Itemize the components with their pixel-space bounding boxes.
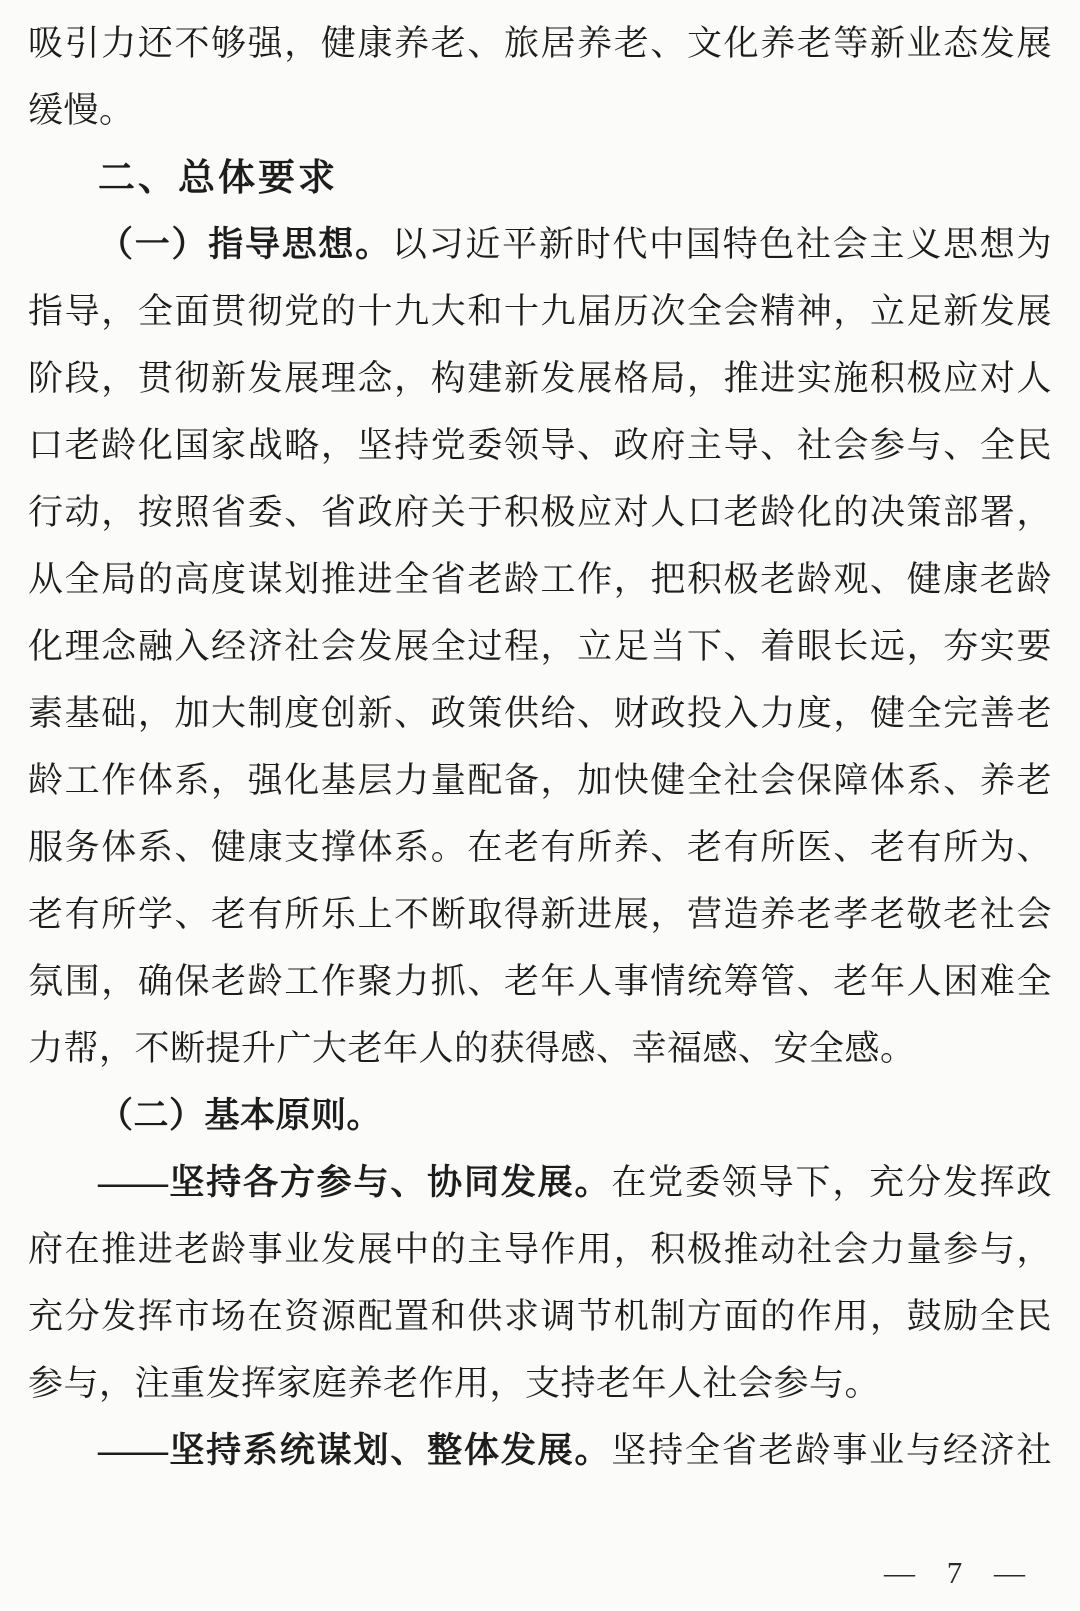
paragraph-text: 坚持全省老龄事业与经济社 — [611, 1431, 1052, 1470]
em-dash: —— — [98, 1163, 168, 1202]
paragraph-lead: 坚持系统谋划、整体发展。 — [168, 1431, 612, 1470]
paragraph-first-line — [28, 1082, 1052, 1149]
paragraph-line: 口老龄化国家战略，坚持党委领导、政府主导、社会参与、全民 — [28, 426, 1052, 465]
paragraph-line: 服务体系、健康支撑体系。在老有所养、老有所医、老有所为、 — [28, 828, 1052, 867]
paragraph-lead: 坚持各方参与、协同发展。 — [168, 1163, 612, 1202]
paragraph-line: 力帮，不断提升广大老年人的获得感、幸福感、安全感。 — [28, 1029, 916, 1068]
paragraph-text: 以习近平新时代中国特色社会主义思想为 — [391, 225, 1052, 264]
paragraph-line: 从全局的高度谋划推进全省老龄工作，把积极老龄观、健康老龄 — [28, 560, 1052, 599]
em-dash: —— — [98, 1431, 168, 1470]
paragraph-line: 府在推进老龄事业发展中的主导作用，积极推动社会力量参与， — [28, 1230, 1052, 1269]
paragraph-first-line — [28, 211, 1052, 278]
paragraph-line: 龄工作体系，强化基层力量配备，加快健全社会保障体系、养老 — [28, 761, 1052, 800]
paragraph-first-line — [28, 1417, 1052, 1484]
paragraph-line: 氛围，确保老龄工作聚力抓、老年人事情统筹管、老年人困难全 — [28, 962, 1052, 1001]
paragraph-line: 行动，按照省委、省政府关于积极应对人口老龄化的决策部署， — [28, 493, 1052, 532]
page-number: — 7 — — [884, 1555, 1026, 1590]
paragraph-lead: （二）基本原则。 — [98, 1096, 383, 1135]
paragraph-line: 指导，全面贯彻党的十九大和十九届历次全会精神，立足新发展 — [28, 292, 1052, 331]
paragraph-text: 在党委领导下，充分发挥政 — [611, 1163, 1052, 1202]
paragraph-line: 参与，注重发挥家庭养老作用，支持老年人社会参与。 — [28, 1364, 881, 1403]
document-content — [28, 10, 1052, 1484]
paragraph-line: 缓慢。 — [28, 91, 135, 130]
paragraph-line: 阶段，贯彻新发展理念，构建新发展格局，推进实施积极应对人 — [28, 359, 1052, 398]
paragraph-line: 老有所学、老有所乐上不断取得新进展，营造养老孝老敬老社会 — [28, 895, 1052, 934]
paragraph-line: 吸引力还不够强，健康养老、旅居养老、文化养老等新业态发展 — [28, 24, 1052, 63]
section-heading: 二、总体要求 — [98, 157, 338, 198]
paragraph-lead: （一）指导思想。 — [98, 225, 392, 264]
paragraph-first-line — [28, 1149, 1052, 1216]
paragraph-line: 充分发挥市场在资源配置和供求调节机制方面的作用，鼓励全民 — [28, 1297, 1052, 1336]
paragraph-line: 化理念融入经济社会发展全过程，立足当下、着眼长远，夯实要 — [28, 627, 1052, 666]
paragraph-line: 素基础，加大制度创新、政策供给、财政投入力度，健全完善老 — [28, 694, 1052, 733]
